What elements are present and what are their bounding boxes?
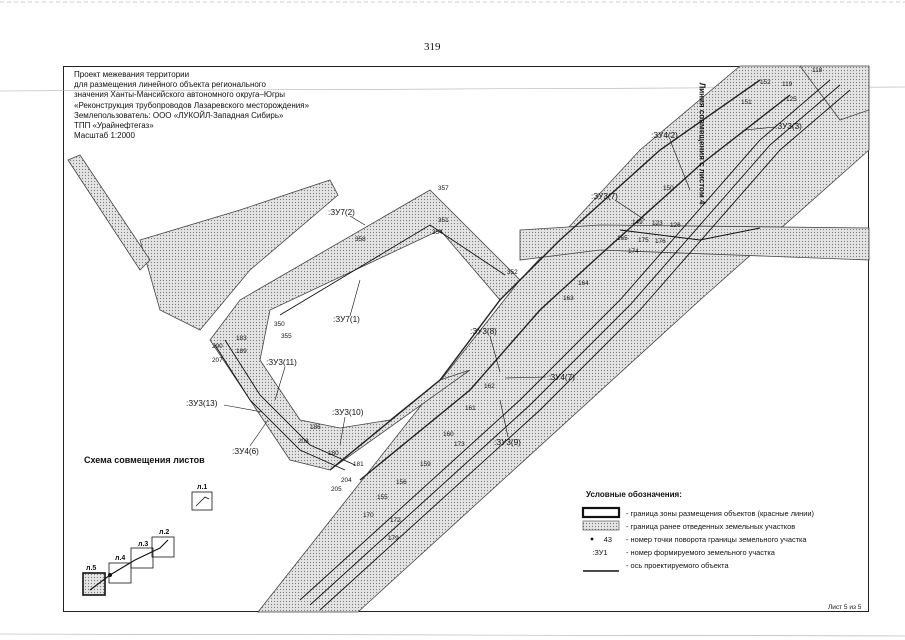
scheme-label-2: л.2 — [159, 529, 170, 536]
parcel-label: :ЗУ4(7) — [548, 373, 575, 382]
road-left — [68, 155, 150, 270]
point-label: 149 — [632, 219, 643, 226]
scheme-label-5: л.5 — [86, 565, 97, 572]
parcel-label: :ЗУ3(3) — [775, 122, 802, 131]
scheme-sheet-3 — [131, 548, 153, 568]
point-label: 172 — [390, 517, 401, 524]
scheme-sheet-1 — [192, 492, 212, 510]
parcel-label: :ЗУ3(7) — [591, 192, 618, 201]
parcel-label: :ЗУ4(6) — [232, 447, 259, 456]
legend-title: Условные обозначения: — [586, 490, 682, 499]
point-label: 152 — [760, 79, 771, 86]
point-label: 118 — [812, 67, 823, 74]
point-label: 173 — [454, 441, 465, 448]
legend-text: - ось проектируемого объекта — [626, 561, 729, 570]
point-label: 159 — [420, 461, 431, 468]
title-line: Масштаб 1:2000 — [74, 131, 135, 141]
scheme-label-1: л.1 — [197, 484, 208, 491]
scheme-labels — [86, 484, 207, 572]
legend-item — [580, 533, 814, 546]
legend-item — [580, 546, 814, 559]
point-label: 156 — [396, 479, 407, 486]
point-label: 150 — [663, 185, 674, 192]
title-line: для размещения линейного объекта регионального — [74, 80, 266, 90]
title-line: Проект межевания территории — [74, 70, 190, 79]
point-label: 160 — [443, 431, 454, 438]
sheet-number: Лист 5 из 5 — [828, 604, 862, 611]
bottom-rule — [0, 634, 905, 636]
point-label: 186 — [310, 424, 321, 431]
point-label: 170 — [363, 512, 374, 519]
parcel-label: :ЗУ7(1) — [333, 315, 360, 324]
scheme-label-4: л.4 — [115, 555, 126, 562]
title-line: «Реконструкция трубопроводов Лазаревского месторождения» — [74, 100, 310, 110]
point-label: 183 — [236, 335, 247, 342]
parcel-label: :ЗУ3(11) — [266, 358, 297, 367]
scheme-title: Схема совмещения листов — [84, 455, 205, 465]
point-label: 163 — [563, 295, 574, 302]
scheme-sheet-2 — [152, 537, 174, 557]
legend-item — [580, 507, 814, 520]
point-label: 174 — [628, 248, 639, 255]
parcel-label: :ЗУ3(10) — [332, 408, 364, 417]
scheme-point — [108, 573, 111, 576]
point-label: 161 — [465, 405, 476, 412]
point-label: 155 — [377, 494, 388, 501]
scheme-sheet-1-axis — [196, 497, 209, 506]
legend-item — [580, 520, 814, 533]
point-label: 350 — [274, 321, 285, 328]
leader-line — [250, 420, 268, 446]
point-label: 351 — [438, 217, 449, 224]
point-label: 354 — [432, 229, 443, 236]
title-line: Землепользователь: ООО «ЛУКОЙЛ-Западная Сибирь» — [74, 110, 284, 120]
point-label: 357 — [438, 185, 449, 192]
parcel-label: :ЗУ4(2) — [651, 131, 678, 140]
point-label: 119 — [782, 81, 793, 88]
point-label: 125 — [786, 96, 797, 103]
legend — [580, 490, 814, 572]
point-label: 207 — [212, 357, 223, 364]
title-line: ТПП «Урайнефтегаз» — [74, 121, 154, 131]
parcel-label: :ЗУ3(8) — [470, 327, 497, 336]
point-label: 151 — [741, 99, 752, 106]
point-label: 189 — [236, 348, 247, 355]
point-label: 126 — [670, 222, 681, 229]
point-label: 175 — [638, 237, 649, 244]
point-label: 355 — [281, 333, 292, 340]
point-label: 352 — [507, 269, 518, 276]
parcel-label: :ЗУ3(9) — [494, 438, 521, 447]
legend-parcel-sample: :ЗУ1 — [592, 548, 608, 557]
point-label: 176 — [655, 238, 666, 245]
point-label: 179 — [388, 535, 399, 542]
point-label: 123 — [652, 220, 663, 227]
leader-line — [350, 280, 360, 316]
point-label: 203 — [298, 438, 309, 445]
page-number: 319 — [424, 41, 441, 53]
point-label: 162 — [484, 383, 495, 390]
point-label: 165 — [617, 235, 628, 242]
scheme-sheet-5 — [83, 573, 105, 595]
legend-item — [580, 559, 814, 572]
parcel-label: :ЗУ3(13) — [186, 399, 218, 408]
point-label: 204 — [341, 477, 352, 484]
leader-line — [350, 216, 365, 225]
map-title-block — [74, 70, 309, 141]
sheet-join-label: Линия совмещения с листом 4 — [697, 82, 707, 205]
legend-text: - граница ранее отведенных земельных участков — [626, 522, 796, 531]
point-label: 181 — [353, 461, 364, 468]
legend-text: - номер формируемого земельного участка — [626, 548, 775, 557]
point-label: 200 — [212, 343, 223, 350]
point-label: 164 — [578, 280, 589, 287]
point-label: 205 — [331, 486, 342, 493]
legend-point-sample: 43 — [603, 535, 612, 544]
legend-text: - номер точки поворота границы земельного участка — [626, 535, 807, 544]
legend-text: - граница зоны размещения объектов (красные линии) — [626, 509, 814, 518]
scheme-label-3: л.3 — [138, 541, 149, 548]
title-line: значения Ханты-Мансийского автономного округа–Югры — [74, 90, 286, 100]
point-label: 180 — [328, 450, 339, 457]
point-label: 358 — [355, 236, 366, 243]
parcel-label: :ЗУ7(2) — [328, 208, 355, 217]
